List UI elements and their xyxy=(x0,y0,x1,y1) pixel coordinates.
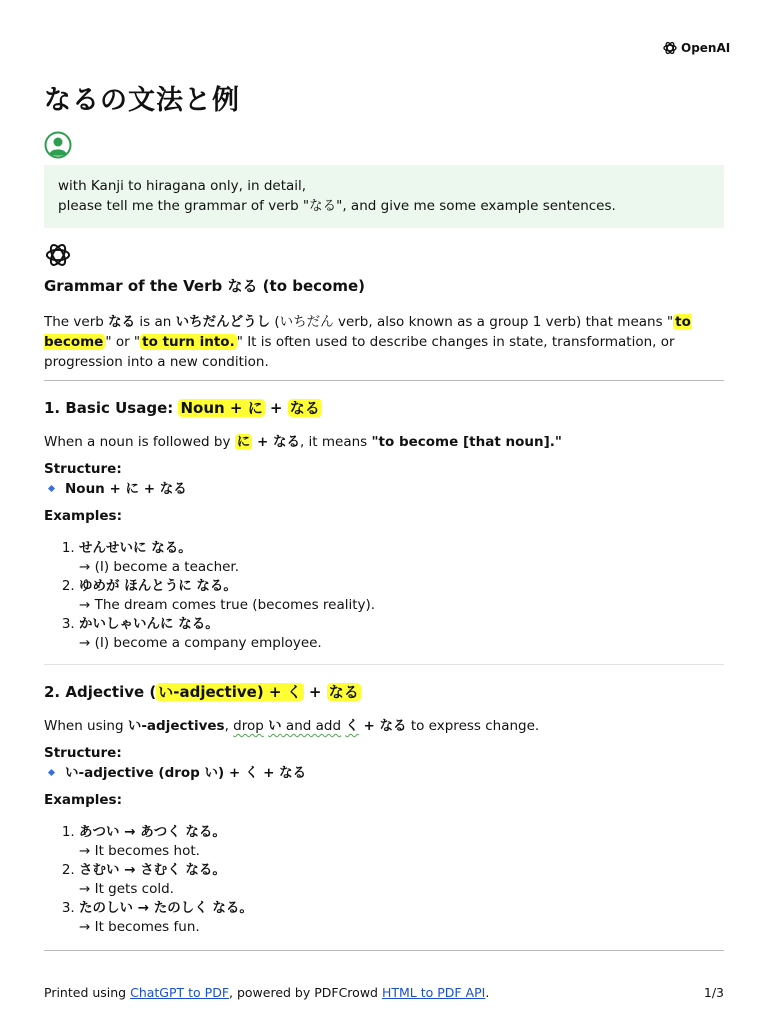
intro-text: is an xyxy=(135,314,176,330)
examples-list xyxy=(44,823,724,937)
example-japanese: せんせいに なる。 xyxy=(79,540,192,556)
example-translation: → (I) become a company employee. xyxy=(79,635,322,651)
highlight-to-turn-into: to turn into. xyxy=(142,334,235,350)
highlight-to-become: to become xyxy=(44,314,691,350)
intro-text: The verb xyxy=(44,314,109,330)
structure-label: Structure: xyxy=(44,461,122,477)
response-heading: Grammar of the Verb なる (to become) xyxy=(44,277,365,295)
footer-credit xyxy=(44,985,489,1000)
structure-list xyxy=(44,479,724,499)
divider xyxy=(44,380,724,381)
structure-item: い-adjective (drop い) + く + なる xyxy=(65,765,307,781)
section-2-title xyxy=(44,682,724,702)
desc-meaning: "to become [that noun]." xyxy=(371,434,562,450)
bullet-diamond-icon xyxy=(48,485,55,492)
divider xyxy=(44,950,724,951)
structure-item: Noun + に + なる xyxy=(65,481,187,497)
section-1-description xyxy=(44,432,724,452)
intro-ichidan: いちだんどうし xyxy=(175,314,271,330)
section-2-title-highlight: い-adjective) + く xyxy=(158,683,302,701)
examples-list xyxy=(44,539,724,653)
example-translation: → The dream comes true (becomes reality). xyxy=(79,597,376,613)
chatgpt-logo-icon xyxy=(44,241,72,269)
brand-name: OpenAI xyxy=(681,41,731,55)
example-japanese: あつい → あつく なる。 xyxy=(79,824,226,840)
intro-text: (いちだん verb, also known as a group 1 verb) that means " xyxy=(270,314,674,330)
page-title: なるの文法と例 xyxy=(44,85,240,116)
desc-bold: い-adjectives xyxy=(127,718,225,734)
desc-bold: + なる xyxy=(358,718,407,734)
structure-label: Structure: xyxy=(44,745,122,761)
desc-and-add: and add xyxy=(281,718,342,734)
example-japanese: さむい → さむく なる。 xyxy=(79,862,226,878)
section-2-description xyxy=(44,716,724,736)
desc-i: い xyxy=(268,718,282,734)
list-item xyxy=(79,823,724,861)
footer-text: Printed using xyxy=(44,985,131,1000)
examples-label: Examples: xyxy=(44,792,122,808)
example-translation: → It gets cold. xyxy=(79,881,174,897)
user-prompt xyxy=(44,165,724,228)
section-2-title-text: 2. Adjective ( xyxy=(44,683,157,701)
list-item xyxy=(79,899,724,937)
assistant-response xyxy=(44,276,724,951)
section-1-title-highlight: なる xyxy=(289,399,320,417)
section-2-title-text: + xyxy=(303,683,327,701)
desc-text: , xyxy=(224,718,234,734)
example-japanese: たのしい → たのしく なる。 xyxy=(79,900,253,916)
prompt-line-1: with Kanji to hiragana only, in detail, xyxy=(58,178,307,194)
example-translation: → It becomes hot. xyxy=(79,843,200,859)
page-footer xyxy=(44,985,724,1000)
example-japanese: ゆめが ほんとうに なる。 xyxy=(79,578,237,594)
section-2-title-highlight: なる xyxy=(328,683,359,701)
example-translation: → (I) become a teacher. xyxy=(79,559,240,575)
list-item xyxy=(79,861,724,899)
section-1-title-highlight: Noun + に xyxy=(180,399,263,417)
desc-ku: く xyxy=(345,718,359,734)
intro-text: " or " xyxy=(105,334,141,350)
highlight-ni: に xyxy=(236,434,251,450)
desc-text: When a noun is followed by xyxy=(44,434,235,450)
desc-drop: drop xyxy=(233,718,264,734)
section-1-title xyxy=(44,398,724,418)
page-number: 1/3 xyxy=(703,985,724,1000)
bullet-diamond-icon xyxy=(48,769,55,776)
examples-label: Examples: xyxy=(44,508,122,524)
desc-bold: + なる xyxy=(252,434,300,450)
desc-text: When using xyxy=(44,718,128,734)
html-to-pdf-api-link[interactable]: HTML to PDF API xyxy=(381,985,486,1000)
chatgpt-to-pdf-link[interactable]: ChatGPT to PDF xyxy=(130,985,230,1000)
list-item xyxy=(79,615,724,653)
list-item xyxy=(44,479,724,499)
intro-text: " It is often used to describe changes in state, transformation, or progression into a new condition. xyxy=(44,334,675,370)
prompt-line-2: please tell me the grammar of verb "なる", and give me some example sentences. xyxy=(58,198,616,214)
openai-brand xyxy=(662,40,730,56)
example-translation: → It becomes fun. xyxy=(79,919,200,935)
divider xyxy=(44,664,724,665)
desc-text: , it means xyxy=(299,434,372,450)
desc-text: to express change. xyxy=(406,718,540,734)
structure-list xyxy=(44,763,724,783)
list-item xyxy=(44,763,724,783)
intro-naru: なる xyxy=(108,314,136,330)
list-item xyxy=(79,539,724,577)
example-japanese: かいしゃいんに なる。 xyxy=(79,616,219,632)
openai-logo-icon xyxy=(662,40,678,56)
section-1-title-text: + xyxy=(264,399,288,417)
intro-paragraph xyxy=(44,312,724,372)
section-1-title-text: 1. Basic Usage: xyxy=(44,399,179,417)
user-avatar-icon xyxy=(44,131,72,159)
footer-text: . xyxy=(485,985,490,1000)
list-item xyxy=(79,577,724,615)
footer-text: , powered by PDFCrowd xyxy=(229,985,382,1000)
